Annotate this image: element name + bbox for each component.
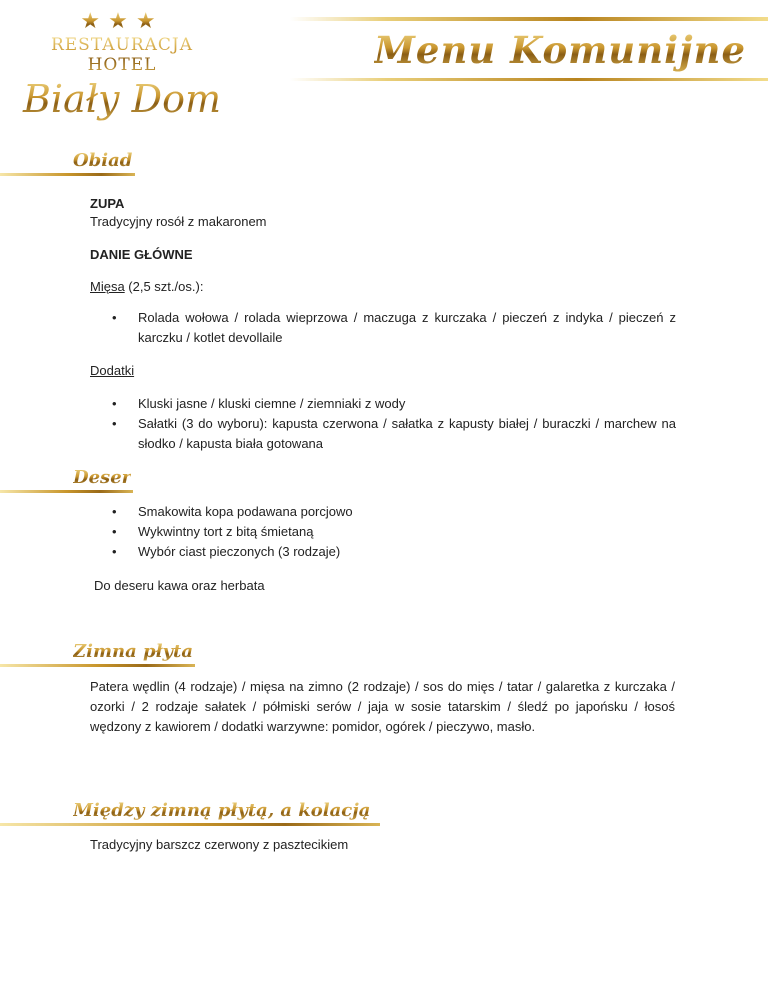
- header-bottom-rule: [290, 78, 768, 81]
- list-item: • Wybór ciast pieczonych (3 rodzaje): [112, 542, 676, 562]
- hotel-logo: [14, 10, 230, 121]
- soup-label: ZUPA: [90, 196, 125, 211]
- section-rule-obiad: [0, 173, 135, 176]
- soup-item: Tradycyjny rosół z makaronem: [90, 214, 267, 229]
- section-rule-deser: [0, 490, 133, 493]
- between-text: Tradycyjny barszcz czerwony z pasztecikiem: [90, 837, 349, 852]
- sides-list: [112, 394, 676, 454]
- meats-list: [112, 308, 676, 348]
- page-title: Menu Komunijne: [373, 28, 746, 72]
- list-item: • Wykwintny tort z bitą śmietaną: [112, 522, 676, 542]
- list-item: • Smakowita kopa podawana porcjowo: [112, 502, 676, 522]
- section-title-obiad: Obiad: [73, 150, 133, 171]
- list-item: • Sałatki (3 do wyboru): kapusta czerwona / sałatka z kapusty białej / buraczki / marchew na słodko / kapusta biała gotowana: [112, 414, 676, 454]
- main-course-label: DANIE GŁÓWNE: [90, 247, 193, 262]
- meats-note: (2,5 szt./os.):: [124, 279, 204, 294]
- header-top-rule: [290, 17, 768, 21]
- logo-restaurant-name: RESTAURACJA HOTEL: [14, 35, 230, 75]
- cold-platter-text: Patera wędlin (4 rodzaje) / mięsa na zimno (2 rodzaje) / sos do mięs / tatar / galaretka z kurczaka / ozorki / 2 rodzaje sałatek / półmiski serów / jaja w sosie tatarskim / śledź po japońsku / łosoś wędzony z kawiorem / dodatki warzywne: pomidor, ogórek / pieczywo, masło.: [90, 679, 675, 734]
- dessert-note: Do deseru kawa oraz herbata: [94, 578, 265, 593]
- section-title-cold-platter: Zimna płyta: [73, 641, 193, 662]
- section-title-deser: Deser: [73, 467, 132, 488]
- logo-hotel-name: Biały Dom: [14, 77, 230, 121]
- meats-heading: [90, 277, 203, 297]
- list-item: • Kluski jasne / kluski ciemne / ziemniaki z wody: [112, 394, 676, 414]
- section-rule-cold-platter: [0, 664, 195, 667]
- section-rule-between: [0, 823, 380, 826]
- star-icons: ★★★: [14, 10, 230, 34]
- meats-label: Mięsa: [90, 279, 125, 294]
- dessert-list: [112, 502, 676, 562]
- list-item: • Rolada wołowa / rolada wieprzowa / maczuga z kurczaka / pieczeń z indyka / pieczeń z karczku / kotlet devollaile: [112, 308, 676, 348]
- section-title-between: Między zimną płytą, a kolacją: [73, 800, 371, 821]
- sides-label: Dodatki: [90, 363, 135, 378]
